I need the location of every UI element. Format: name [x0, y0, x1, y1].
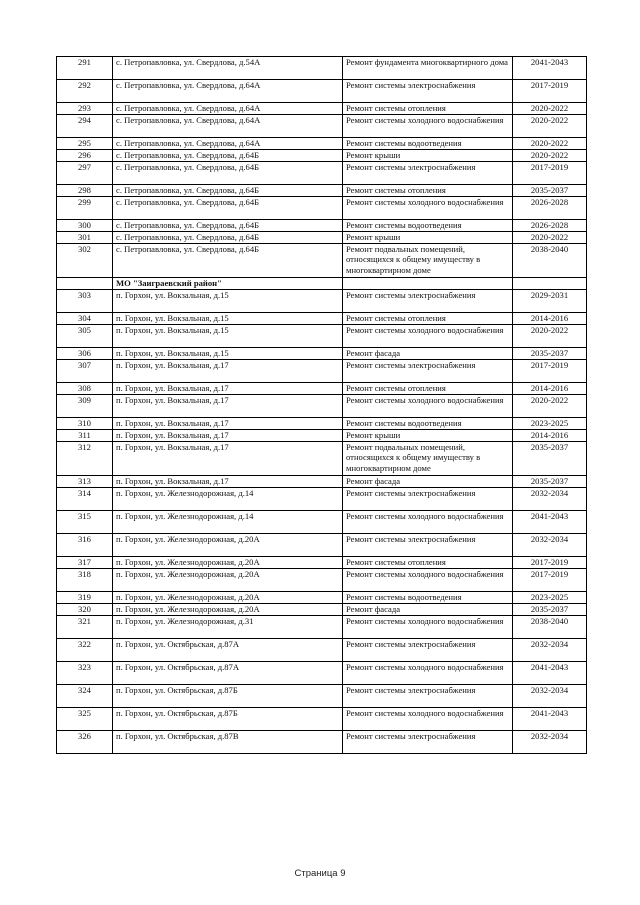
table-row — [57, 604, 587, 616]
row-work-type: Ремонт системы холодного водоснабжения — [343, 395, 513, 418]
table-row — [57, 395, 587, 418]
table-row — [57, 197, 587, 220]
section-row — [57, 278, 587, 290]
row-address: п. Горхон, ул. Вокзальная, д.17 — [113, 395, 343, 418]
row-work-type: Ремонт системы отопления — [343, 103, 513, 115]
row-address: п. Горхон, ул. Железнодорожная, д.20А — [113, 534, 343, 557]
row-work-type: Ремонт системы холодного водоснабжения — [343, 616, 513, 639]
table-row — [57, 418, 587, 430]
row-work-type: Ремонт системы холодного водоснабжения — [343, 197, 513, 220]
table-body — [57, 57, 587, 754]
row-number: 294 — [57, 115, 113, 138]
table-row — [57, 442, 587, 476]
row-number: 293 — [57, 103, 113, 115]
row-years: 2017-2019 — [513, 360, 587, 383]
row-years: 2032-2034 — [513, 534, 587, 557]
row-work-type: Ремонт фасада — [343, 476, 513, 488]
row-work-type: Ремонт системы холодного водоснабжения — [343, 115, 513, 138]
row-number: 308 — [57, 383, 113, 395]
table-row — [57, 57, 587, 80]
section-empty-cell — [343, 278, 513, 290]
row-number: 306 — [57, 348, 113, 360]
row-number: 299 — [57, 197, 113, 220]
row-number: 301 — [57, 232, 113, 244]
row-work-type: Ремонт системы электроснабжения — [343, 731, 513, 754]
row-address: п. Горхон, ул. Железнодорожная, д.20А — [113, 569, 343, 592]
section-title: МО "Заиграевский район" — [113, 278, 343, 290]
row-number: 317 — [57, 557, 113, 569]
row-years: 2035-2037 — [513, 442, 587, 476]
table-row — [57, 244, 587, 278]
row-work-type: Ремонт подвальных помещений, относящихся к общему имуществу в многоквартирном доме — [343, 442, 513, 476]
table-row — [57, 616, 587, 639]
table-row — [57, 348, 587, 360]
row-address: п. Горхон, ул. Железнодорожная, д.14 — [113, 511, 343, 534]
row-work-type: Ремонт крыши — [343, 232, 513, 244]
row-work-type: Ремонт системы электроснабжения — [343, 639, 513, 662]
row-work-type: Ремонт фасада — [343, 604, 513, 616]
table-row — [57, 150, 587, 162]
row-number: 300 — [57, 220, 113, 232]
table-row — [57, 185, 587, 197]
row-address: п. Горхон, ул. Вокзальная, д.17 — [113, 476, 343, 488]
row-work-type: Ремонт системы отопления — [343, 313, 513, 325]
table-row — [57, 360, 587, 383]
row-work-type: Ремонт системы холодного водоснабжения — [343, 569, 513, 592]
table-row — [57, 685, 587, 708]
row-address: п. Горхон, ул. Железнодорожная, д.20А — [113, 592, 343, 604]
row-address: с. Петропавловка, ул. Свердлова, д.64Б — [113, 150, 343, 162]
row-years: 2029-2031 — [513, 290, 587, 313]
row-number: 322 — [57, 639, 113, 662]
row-address: п. Горхон, ул. Октябрьская, д.87Б — [113, 685, 343, 708]
row-years: 2041-2043 — [513, 511, 587, 534]
row-address: с. Петропавловка, ул. Свердлова, д.64А — [113, 138, 343, 150]
row-address: п. Горхон, ул. Октябрьская, д.87А — [113, 662, 343, 685]
row-number: 312 — [57, 442, 113, 476]
table-row — [57, 662, 587, 685]
table-row — [57, 103, 587, 115]
row-number: 309 — [57, 395, 113, 418]
row-years: 2032-2034 — [513, 731, 587, 754]
row-number: 295 — [57, 138, 113, 150]
row-number: 305 — [57, 325, 113, 348]
row-work-type: Ремонт системы электроснабжения — [343, 488, 513, 511]
row-number: 321 — [57, 616, 113, 639]
row-address: с. Петропавловка, ул. Свердлова, д.64Б — [113, 232, 343, 244]
row-number: 291 — [57, 57, 113, 80]
row-work-type: Ремонт системы холодного водоснабжения — [343, 511, 513, 534]
row-address: с. Петропавловка, ул. Свердлова, д.64А — [113, 103, 343, 115]
row-number: 324 — [57, 685, 113, 708]
row-number: 304 — [57, 313, 113, 325]
row-years: 2041-2043 — [513, 662, 587, 685]
row-years: 2020-2022 — [513, 325, 587, 348]
row-number: 318 — [57, 569, 113, 592]
row-number: 296 — [57, 150, 113, 162]
section-empty-cell — [513, 278, 587, 290]
row-number: 326 — [57, 731, 113, 754]
row-address: с. Петропавловка, ул. Свердлова, д.64Б — [113, 162, 343, 185]
section-number-cell — [57, 278, 113, 290]
row-years: 2014-2016 — [513, 313, 587, 325]
row-years: 2023-2025 — [513, 418, 587, 430]
row-number: 323 — [57, 662, 113, 685]
table-row — [57, 511, 587, 534]
row-address: п. Горхон, ул. Железнодорожная, д.20А — [113, 604, 343, 616]
table-row — [57, 592, 587, 604]
row-years: 2041-2043 — [513, 708, 587, 731]
row-address: п. Горхон, ул. Железнодорожная, д.20А — [113, 557, 343, 569]
row-years: 2041-2043 — [513, 57, 587, 80]
row-years: 2035-2037 — [513, 348, 587, 360]
row-number: 325 — [57, 708, 113, 731]
repair-schedule-table — [56, 56, 587, 754]
table-row — [57, 313, 587, 325]
table-row — [57, 430, 587, 442]
row-years: 2020-2022 — [513, 103, 587, 115]
row-number: 310 — [57, 418, 113, 430]
row-work-type: Ремонт системы отопления — [343, 557, 513, 569]
row-address: п. Горхон, ул. Железнодорожная, д.14 — [113, 488, 343, 511]
row-work-type: Ремонт крыши — [343, 430, 513, 442]
row-address: с. Петропавловка, ул. Свердлова, д.64Б — [113, 220, 343, 232]
row-address: п. Горхон, ул. Вокзальная, д.15 — [113, 348, 343, 360]
table-row — [57, 80, 587, 103]
row-work-type: Ремонт системы водоотведения — [343, 220, 513, 232]
table-row — [57, 138, 587, 150]
table-row — [57, 162, 587, 185]
row-work-type: Ремонт системы водоотведения — [343, 592, 513, 604]
row-years: 2020-2022 — [513, 150, 587, 162]
row-number: 313 — [57, 476, 113, 488]
table-row — [57, 476, 587, 488]
row-years: 2038-2040 — [513, 616, 587, 639]
row-address: с. Петропавловка, ул. Свердлова, д.64А — [113, 115, 343, 138]
row-work-type: Ремонт системы электроснабжения — [343, 290, 513, 313]
row-address: п. Горхон, ул. Вокзальная, д.17 — [113, 418, 343, 430]
row-years: 2032-2034 — [513, 639, 587, 662]
table-row — [57, 383, 587, 395]
row-number: 311 — [57, 430, 113, 442]
table-row — [57, 325, 587, 348]
row-years: 2026-2028 — [513, 220, 587, 232]
row-address: с. Петропавловка, ул. Свердлова, д.64А — [113, 80, 343, 103]
row-address: п. Горхон, ул. Вокзальная, д.17 — [113, 442, 343, 476]
row-years: 2014-2016 — [513, 383, 587, 395]
row-address: п. Горхон, ул. Железнодорожная, д.31 — [113, 616, 343, 639]
row-address: п. Горхон, ул. Октябрьская, д.87А — [113, 639, 343, 662]
table-row — [57, 115, 587, 138]
row-years: 2020-2022 — [513, 115, 587, 138]
row-number: 320 — [57, 604, 113, 616]
row-number: 302 — [57, 244, 113, 278]
row-address: с. Петропавловка, ул. Свердлова, д.54А — [113, 57, 343, 80]
table-row — [57, 232, 587, 244]
row-years: 2017-2019 — [513, 80, 587, 103]
row-number: 315 — [57, 511, 113, 534]
table-row — [57, 488, 587, 511]
row-number: 292 — [57, 80, 113, 103]
row-address: с. Петропавловка, ул. Свердлова, д.64Б — [113, 197, 343, 220]
row-number: 303 — [57, 290, 113, 313]
row-work-type: Ремонт крыши — [343, 150, 513, 162]
row-number: 297 — [57, 162, 113, 185]
row-number: 307 — [57, 360, 113, 383]
row-address: с. Петропавловка, ул. Свердлова, д.64Б — [113, 244, 343, 278]
row-years: 2020-2022 — [513, 395, 587, 418]
row-years: 2035-2037 — [513, 185, 587, 197]
row-address: п. Горхон, ул. Вокзальная, д.17 — [113, 430, 343, 442]
table-row — [57, 708, 587, 731]
row-address: п. Горхон, ул. Вокзальная, д.15 — [113, 290, 343, 313]
row-address: п. Горхон, ул. Вокзальная, д.15 — [113, 313, 343, 325]
row-number: 319 — [57, 592, 113, 604]
row-work-type: Ремонт системы электроснабжения — [343, 685, 513, 708]
row-years: 2035-2037 — [513, 604, 587, 616]
row-work-type: Ремонт подвальных помещений, относящихся к общему имуществу в многоквартирном доме — [343, 244, 513, 278]
row-number: 298 — [57, 185, 113, 197]
row-work-type: Ремонт системы электроснабжения — [343, 162, 513, 185]
row-address: с. Петропавловка, ул. Свердлова, д.64Б — [113, 185, 343, 197]
row-work-type: Ремонт фасада — [343, 348, 513, 360]
row-years: 2026-2028 — [513, 197, 587, 220]
row-work-type: Ремонт системы отопления — [343, 185, 513, 197]
row-work-type: Ремонт системы электроснабжения — [343, 80, 513, 103]
row-work-type: Ремонт фундамента многоквартирного дома — [343, 57, 513, 80]
row-work-type: Ремонт системы отопления — [343, 383, 513, 395]
row-number: 316 — [57, 534, 113, 557]
table-row — [57, 534, 587, 557]
row-years: 2038-2040 — [513, 244, 587, 278]
row-work-type: Ремонт системы холодного водоснабжения — [343, 708, 513, 731]
row-number: 314 — [57, 488, 113, 511]
page-number: Страница 9 — [294, 868, 346, 879]
row-work-type: Ремонт системы электроснабжения — [343, 534, 513, 557]
row-address: п. Горхон, ул. Октябрьская, д.87В — [113, 731, 343, 754]
row-years: 2032-2034 — [513, 685, 587, 708]
row-years: 2032-2034 — [513, 488, 587, 511]
row-years: 2023-2025 — [513, 592, 587, 604]
row-work-type: Ремонт системы водоотведения — [343, 138, 513, 150]
row-years: 2035-2037 — [513, 476, 587, 488]
row-work-type: Ремонт системы водоотведения — [343, 418, 513, 430]
row-work-type: Ремонт системы холодного водоснабжения — [343, 325, 513, 348]
table-row — [57, 731, 587, 754]
row-years: 2020-2022 — [513, 138, 587, 150]
row-years: 2017-2019 — [513, 569, 587, 592]
row-address: п. Горхон, ул. Октябрьская, д.87Б — [113, 708, 343, 731]
row-years: 2020-2022 — [513, 232, 587, 244]
row-work-type: Ремонт системы холодного водоснабжения — [343, 662, 513, 685]
row-years: 2014-2016 — [513, 430, 587, 442]
table-row — [57, 290, 587, 313]
table-row — [57, 557, 587, 569]
row-address: п. Горхон, ул. Вокзальная, д.15 — [113, 325, 343, 348]
row-address: п. Горхон, ул. Вокзальная, д.17 — [113, 383, 343, 395]
row-years: 2017-2019 — [513, 557, 587, 569]
table-row — [57, 639, 587, 662]
row-address: п. Горхон, ул. Вокзальная, д.17 — [113, 360, 343, 383]
row-work-type: Ремонт системы электроснабжения — [343, 360, 513, 383]
table-row — [57, 569, 587, 592]
row-years: 2017-2019 — [513, 162, 587, 185]
table-row — [57, 220, 587, 232]
